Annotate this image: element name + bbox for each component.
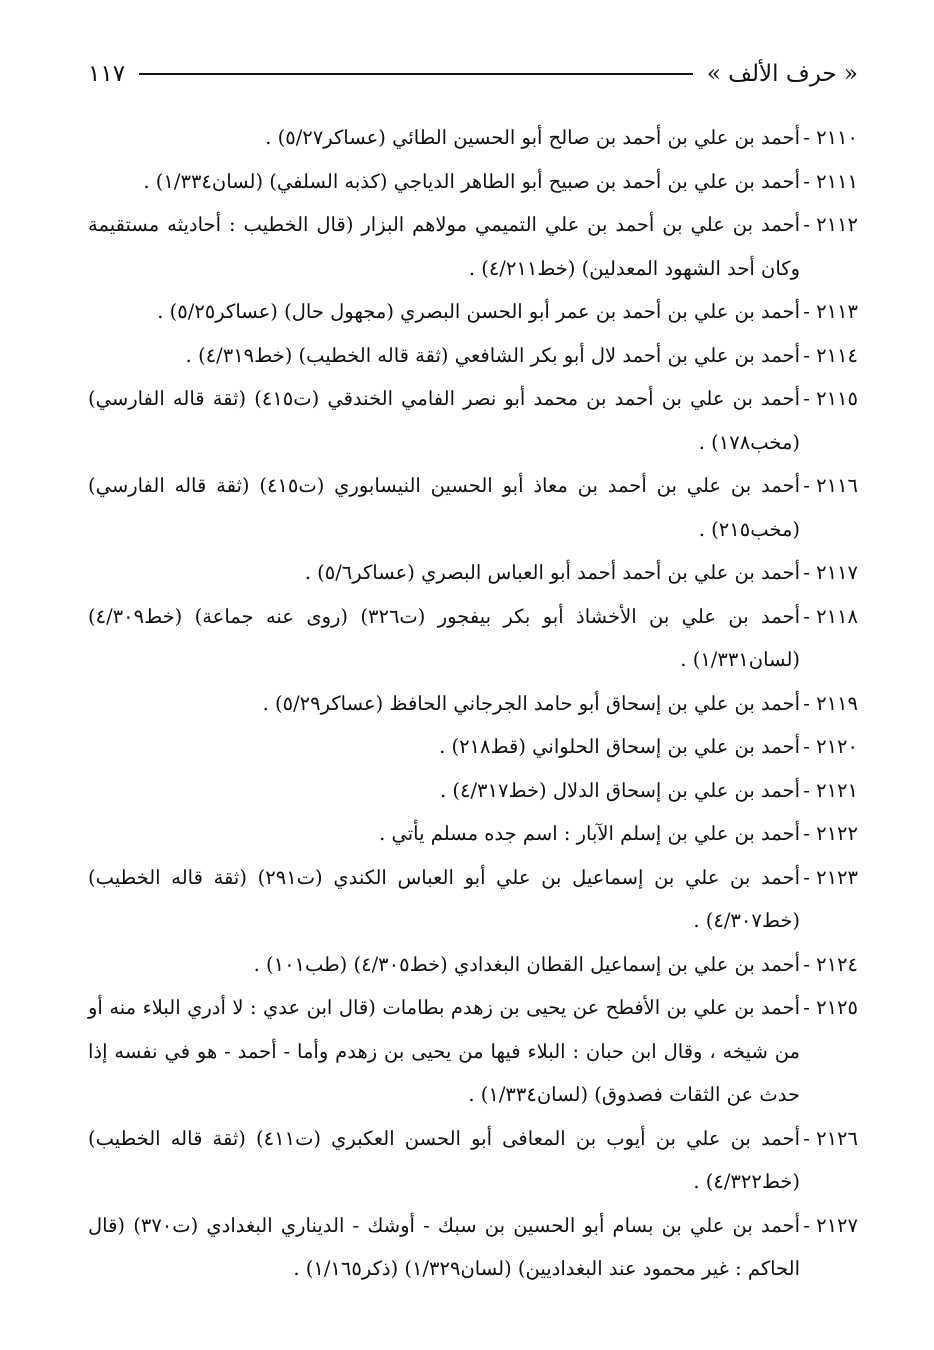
entry-text: أحمد بن علي بن أحمد بن معاذ أبو الحسين النيسابوري (ت٤١٥) (ثقة قاله الفارسي) (مخب٢١٥) . <box>88 474 800 541</box>
page-header <box>88 52 858 96</box>
entry-number: ٢١٢١ - <box>803 778 858 802</box>
entry-number: ٢١١٢ - <box>803 213 858 236</box>
entry-text: أحمد بن علي بن إسحاق أبو حامد الجرجاني الحافظ (عساكر٥/٢٩) . <box>262 691 800 715</box>
entry-text: أحمد بن علي بن أحمد بن علي التميمي مولاهم البزار (قال الخطيب : أحاديثه مستقيمة وكان أحد الشهود المعدلين) (خط٤/٢١١) . <box>88 213 800 280</box>
entry-text: أحمد بن علي بن أحمد بن صالح أبو الحسين الطائي (عساكر٥/٢٧) . <box>265 126 800 149</box>
entry <box>88 334 858 378</box>
entry-number: ٢١٢٣ - <box>803 865 858 889</box>
entry <box>88 551 858 595</box>
entry-number: ٢١١٤ - <box>803 343 858 367</box>
entry-text: أحمد بن علي بن إسماعيل القطان البغدادي (خط٤/٣٠٥) (طب١٠١) . <box>253 952 800 976</box>
entry-text: أحمد بن علي بن أحمد بن عمر أبو الحسن البصري (مجهول حال) (عساكر٥/٢٥) . <box>157 300 800 323</box>
entry-text: أحمد بن علي بن أحمد بن صبيح أبو الطاهر الدياجي (كذبه السلفي) (لسان١/٣٣٤) . <box>143 169 800 193</box>
document-page <box>88 52 858 1312</box>
entry <box>88 812 858 856</box>
entry-text: أحمد بن علي بن الأفطح عن يحيى بن زهدم بطامات (قال ابن عدي : لا أدري البلاء منه أو من شيخه ، وقال ابن حبان : البلاء فيها من يحيى بن زهدم وأما - أحمد - هو في نفسه إذا حدث عن الثقات فصدوق) (لسان١/٣٣٤) . <box>88 996 800 1106</box>
entry-number: ٢١٢٥ - <box>803 996 858 1019</box>
entry <box>88 1204 858 1291</box>
entry <box>88 1117 858 1204</box>
entry-text: أحمد بن علي بن إسلم الآبار : اسم جده مسلم يأتي . <box>379 822 800 845</box>
entry-text: أحمد بن علي بن الأخشاذ أبو بكر بيفجور (ت٣٢٦) (روى عنه جماعة) (خط٤/٣٠٩) (لسان١/٣٣١) . <box>88 604 800 671</box>
entry-number: ٢١٢٦ - <box>803 1126 858 1150</box>
entry <box>88 986 858 1117</box>
entry-text: أحمد بن علي بن إسحاق الدلال (خط٤/٣١٧) . <box>439 778 800 802</box>
page-number: ١١٧ <box>88 61 126 87</box>
entry <box>88 682 858 726</box>
entry-number: ٢١١٣ - <box>803 300 858 323</box>
entry-number: ٢١٢٠ - <box>803 735 858 758</box>
entry-number: ٢١٢٤ - <box>803 952 858 976</box>
entry-number: ٢١١٩ - <box>803 691 858 715</box>
entry <box>88 856 858 943</box>
entry-number: ٢١١٠ - <box>803 126 858 149</box>
entry <box>88 377 858 464</box>
entry <box>88 464 858 551</box>
entry <box>88 116 858 160</box>
entry-text: أحمد بن علي بن إسماعيل بن علي أبو العباس الكندي (ت٢٩١) (ثقة قاله الخطيب) (خط٤/٣٠٧) . <box>88 865 800 932</box>
entry <box>88 725 858 769</box>
entry-text: أحمد بن علي بن أحمد بن محمد أبو نصر الفامي الخندقي (ت٤١٥) (ثقة قاله الفارسي) (مخب١٧٨) . <box>88 387 800 454</box>
chapter-title: « حرف الألف » <box>706 61 858 87</box>
entry <box>88 160 858 204</box>
entry-text: أحمد بن علي بن أحمد أحمد أبو العباس البصري (عساكر٥/٦) . <box>304 561 800 584</box>
entry-number: ٢١٢٧ - <box>803 1213 858 1237</box>
entry <box>88 943 858 987</box>
entry-text: أحمد بن علي بن أيوب بن المعافى أبو الحسن العكبري (ت٤١١) (ثقة قاله الخطيب) (خط٤/٣٢٢) . <box>88 1126 800 1193</box>
entry-number: ٢١٢٢ - <box>803 822 858 845</box>
entry <box>88 203 858 290</box>
entry-text: أحمد بن علي بن إسحاق الحلواني (قط٢١٨) . <box>439 735 800 758</box>
entry <box>88 290 858 334</box>
entry-number: ٢١١٨ - <box>803 604 858 628</box>
entries-list <box>88 116 858 1291</box>
entry <box>88 769 858 813</box>
entry-number: ٢١١١ - <box>803 169 858 193</box>
entry <box>88 595 858 682</box>
header-rule <box>139 73 693 75</box>
entry-number: ٢١١٧ - <box>803 561 858 584</box>
entry-number: ٢١١٦ - <box>803 474 858 497</box>
entry-text: أحمد بن علي بن بسام أبو الحسين بن سبك - أوشك - الديناري البغدادي (ت٣٧٠) (قال الحاكم : غير محمود عند البغداديين) (لسان١/٣٢٩) (ذكر١/١٦٥) . <box>88 1213 800 1280</box>
entry-number: ٢١١٥ - <box>803 387 858 410</box>
entry-text: أحمد بن علي بن أحمد لال أبو بكر الشافعي (ثقة قاله الخطيب) (خط٤/٣١٩) . <box>185 343 800 367</box>
